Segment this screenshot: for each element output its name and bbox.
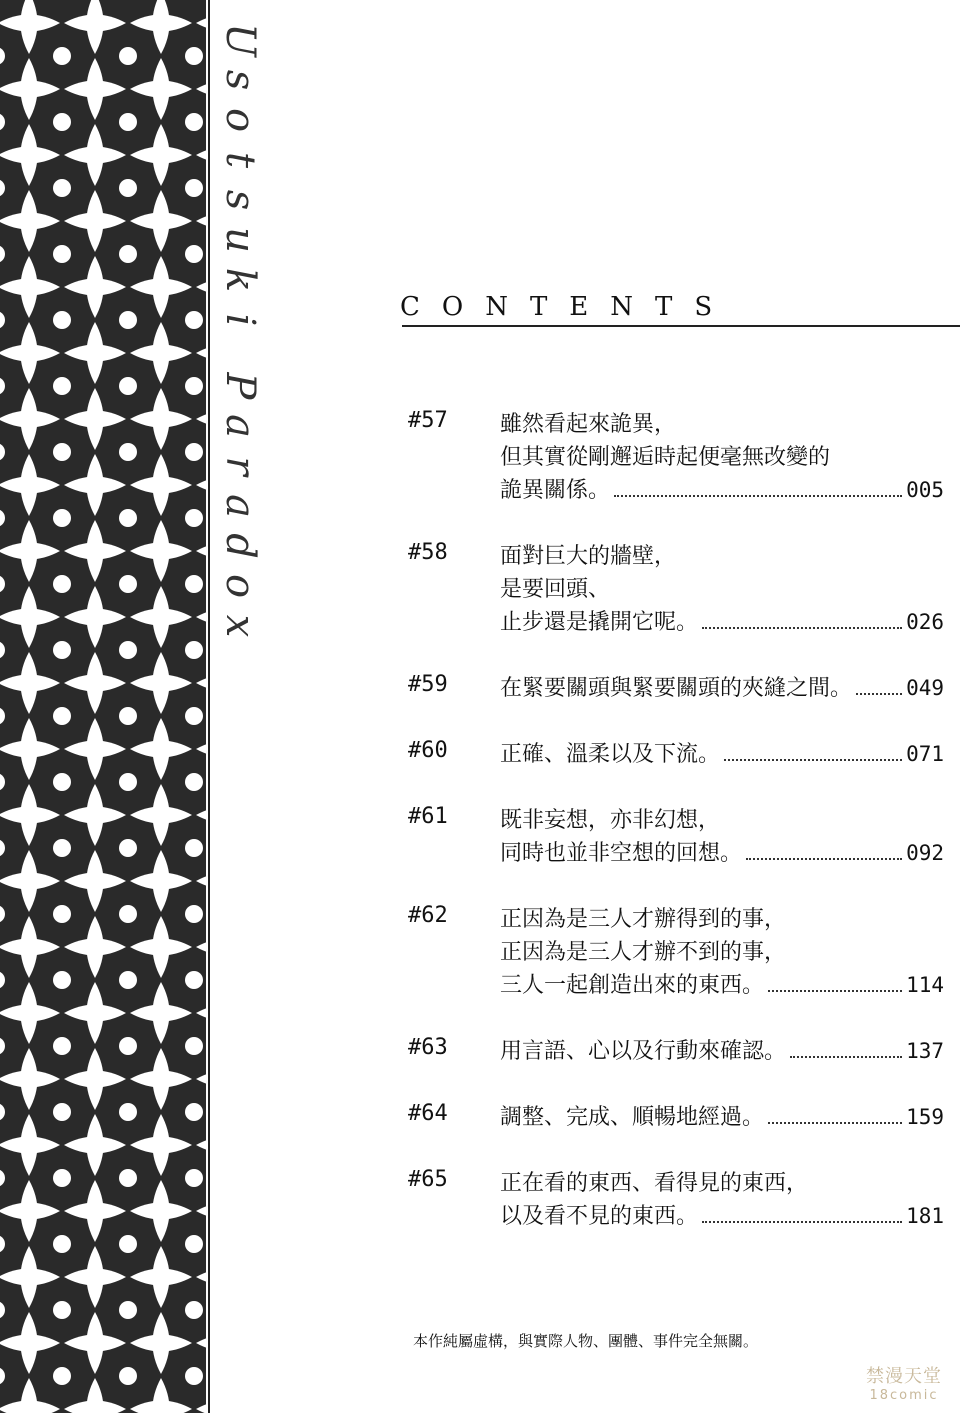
title-line xyxy=(500,672,944,705)
decorative-pattern xyxy=(0,0,206,1413)
title-letter: k xyxy=(217,267,263,293)
watermark-line2: 18comic xyxy=(869,1388,939,1403)
title-text: 詭異關係。 xyxy=(500,478,611,503)
title-letter: x xyxy=(217,614,263,638)
title-text: 止步還是撬開它呢。 xyxy=(500,610,699,635)
title-text: 正因為是三人才辦不到的事， xyxy=(500,940,787,965)
chapter-title xyxy=(500,540,944,639)
title-letter: s xyxy=(217,69,263,91)
title-letter: a xyxy=(217,494,263,518)
title-letter: o xyxy=(217,573,263,599)
title-text: 是要回頭、 xyxy=(500,577,611,602)
title-line xyxy=(500,936,944,969)
spine-divider xyxy=(208,0,210,1413)
page-number: 049 xyxy=(906,676,944,700)
title-letter: i xyxy=(217,313,263,327)
title-line xyxy=(500,1167,944,1200)
dot-leader xyxy=(702,627,902,629)
title-line xyxy=(500,903,944,936)
title-line xyxy=(500,1101,944,1134)
title-text: 雖然看起來詭異， xyxy=(500,412,677,437)
dot-leader xyxy=(614,495,902,497)
title-line xyxy=(500,1035,944,1068)
chapter-number: #64 xyxy=(408,1101,448,1126)
dot-leader xyxy=(768,990,902,992)
chapter-number: #62 xyxy=(408,903,448,928)
title-line xyxy=(500,969,944,1002)
title-line xyxy=(500,606,944,639)
title-letter: d xyxy=(217,533,263,559)
title-text: 在緊要關頭與緊要關頭的夾縫之間。 xyxy=(500,676,853,701)
title-line xyxy=(500,540,944,573)
title-letter: U xyxy=(217,23,263,57)
heading-rule xyxy=(402,325,960,327)
chapter-number: #61 xyxy=(408,804,448,829)
chapter-title xyxy=(500,804,944,870)
chapter-number: #60 xyxy=(408,738,448,763)
dot-leader xyxy=(746,858,902,860)
title-text: 三人一起創造出來的東西。 xyxy=(500,973,765,998)
dot-leader xyxy=(790,1056,902,1058)
chapter-number: #57 xyxy=(408,408,448,433)
title-text: 同時也並非空想的回想。 xyxy=(500,841,743,866)
vertical-series-title xyxy=(215,20,265,646)
title-letter: o xyxy=(217,107,263,133)
contents-heading: CONTENTS xyxy=(400,292,735,322)
chapter-title xyxy=(500,1167,944,1233)
dot-leader xyxy=(768,1122,902,1124)
watermark-line1: 禁漫天堂 xyxy=(866,1366,942,1387)
dot-leader xyxy=(856,693,902,695)
title-letter: r xyxy=(217,456,263,476)
title-line xyxy=(500,408,944,441)
chapter-number: #65 xyxy=(408,1167,448,1192)
title-text: 正確、溫柔以及下流。 xyxy=(500,742,721,767)
chapter-number: #63 xyxy=(408,1035,448,1060)
title-letter: P xyxy=(217,372,263,400)
chapter-number: #59 xyxy=(408,672,448,697)
title-line xyxy=(500,441,944,474)
title-text: 調整、完成、順暢地經過。 xyxy=(500,1105,765,1130)
disclaimer-text: 本作純屬虛構，與實際人物、團體、事件完全無關。 xyxy=(413,1332,759,1350)
dot-leader xyxy=(724,759,902,761)
title-line xyxy=(500,804,944,837)
chapter-number: #58 xyxy=(408,540,448,565)
title-line xyxy=(500,573,944,606)
title-text: 面對巨大的牆壁， xyxy=(500,544,677,569)
page-number: 181 xyxy=(906,1204,944,1228)
chapter-title xyxy=(500,672,944,705)
chapter-title xyxy=(500,1035,944,1068)
page-number: 137 xyxy=(906,1039,944,1063)
page-number: 114 xyxy=(906,973,944,997)
title-text: 以及看不見的東西。 xyxy=(500,1204,699,1229)
title-letter: t xyxy=(217,151,263,169)
title-text: 正因為是三人才辦得到的事， xyxy=(500,907,787,932)
title-text: 既非妄想，亦非幻想， xyxy=(500,808,721,833)
chapter-title xyxy=(500,903,944,1002)
title-letter: u xyxy=(217,227,263,253)
page-number: 005 xyxy=(906,478,944,502)
title-line xyxy=(500,738,944,771)
title-text: 但其實從剛邂逅時起便毫無改變的 xyxy=(500,445,831,470)
title-line xyxy=(500,1200,944,1233)
title-letter: s xyxy=(217,189,263,211)
title-line xyxy=(500,837,944,870)
page-number: 071 xyxy=(906,742,944,766)
chapter-title xyxy=(500,1101,944,1134)
chapter-title xyxy=(500,738,944,771)
watermark-logo xyxy=(852,1366,956,1410)
title-text: 正在看的東西、看得見的東西， xyxy=(500,1171,809,1196)
page-number: 159 xyxy=(906,1105,944,1129)
chapter-title xyxy=(500,408,944,507)
title-text: 用言語、心以及行動來確認。 xyxy=(500,1039,787,1064)
page-number: 092 xyxy=(906,841,944,865)
dot-leader xyxy=(702,1221,902,1223)
title-line xyxy=(500,474,944,507)
page-number: 026 xyxy=(906,610,944,634)
title-letter: a xyxy=(217,414,263,438)
